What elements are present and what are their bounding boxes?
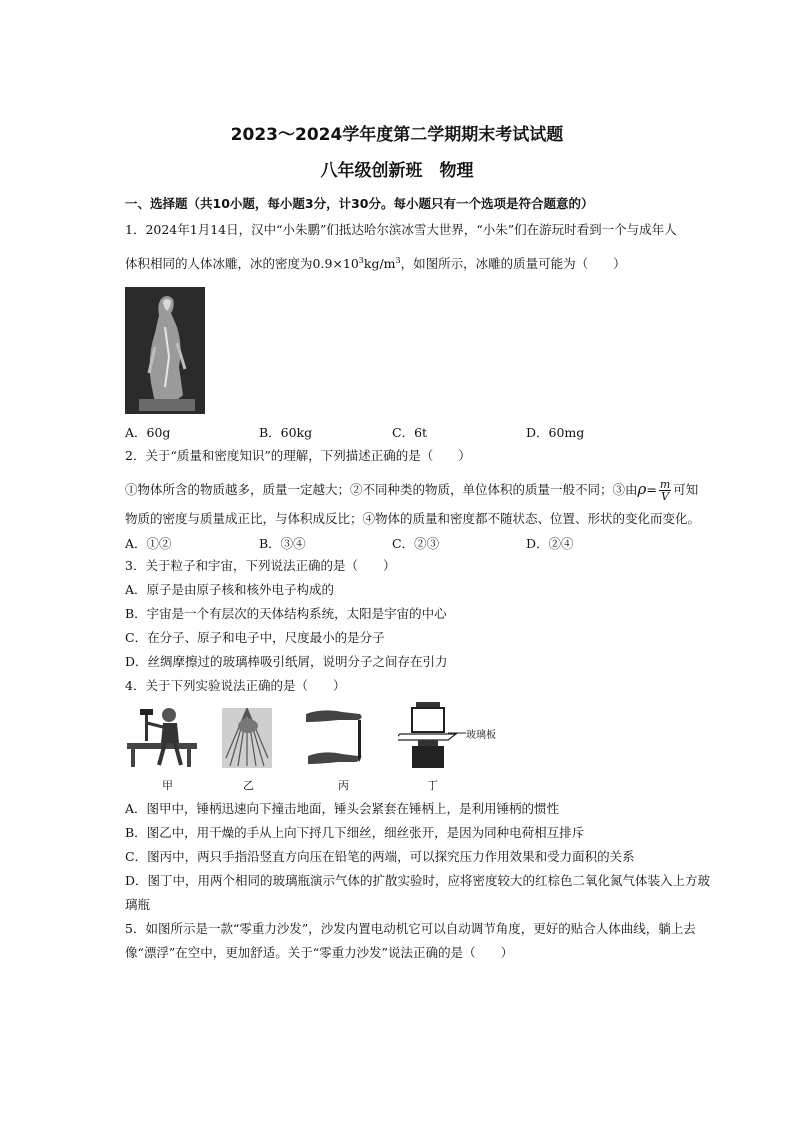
q5-stem-line1: 5．如图所示是一款“零重力沙发”，沙发内置电动机它可以自动调节角度，更好的贴合人体曲线，躺上去 bbox=[125, 921, 696, 936]
q2-stem-line1: 2．关于“质量和密度知识”的理解，下列描述正确的是（ ） bbox=[125, 448, 471, 463]
density-unit: kg/m bbox=[363, 256, 396, 272]
q1-stem-tail: ，如图所示，冰雕的质量可能为（ ） bbox=[400, 256, 626, 272]
q2-stem-tail: 可知 bbox=[673, 482, 699, 497]
q2-option-a[interactable]: A．①② bbox=[125, 536, 172, 551]
q1-stem-line2 bbox=[125, 253, 794, 272]
q1-option-b[interactable]: B．60kg bbox=[259, 425, 313, 440]
q2-stem-line2 bbox=[125, 478, 794, 502]
q1-stem-line1: 1．2024年1月14日，汉中“小朱鹏”们抵达哈尔滨冰雪大世界，“小朱”们在游玩时看到一个与成年人 bbox=[125, 222, 677, 237]
q3-stem: 3．关于粒子和宇宙，下列说法正确的是（ ） bbox=[125, 558, 396, 573]
section-heading: 一、选择题（共10小题，每小题3分，计30分。每小题只有一个选项是符合题意的） bbox=[125, 196, 594, 211]
q3-option-b[interactable]: B．宇宙是一个有层次的天体结构系统，太阳是宇宙的中心 bbox=[125, 606, 447, 621]
caption-ding: 丁 bbox=[427, 779, 438, 792]
q2-option-d[interactable]: D．②④ bbox=[526, 536, 574, 551]
figure-bing-pencil bbox=[302, 706, 378, 770]
q4-option-c[interactable]: C．图丙中，两只手指沿竖直方向压在铅笔的两端，可以探究压力作用效果和受力面积的关系 bbox=[125, 849, 635, 864]
ice-density-value bbox=[313, 256, 401, 271]
density-symbol: ρ bbox=[637, 480, 647, 498]
density-unit-exponent: 3 bbox=[395, 256, 401, 265]
q4-option-b[interactable]: B．图乙中，用干燥的手从上向下捋几下细丝，细丝张开，是因为同种电荷相互排斥 bbox=[125, 825, 585, 840]
q4-option-d[interactable]: D．图丁中，用两个相同的玻璃瓶演示气体的扩散实验时，应将密度较大的红棕色二氧化氮气体装入上方玻 bbox=[125, 873, 711, 888]
q5-stem-line2: 像“漂浮”在空中，更加舒适。关于“零重力沙发”说法正确的是（ ） bbox=[125, 945, 514, 960]
density-formula-fraction bbox=[659, 479, 671, 502]
q3-option-d[interactable]: D．丝绸摩擦过的玻璃棒吸引纸屑，说明分子之间存在引力 bbox=[125, 654, 448, 669]
density-mantissa: 0.9×10 bbox=[312, 256, 359, 272]
caption-bing: 丙 bbox=[338, 779, 349, 792]
q1-stem-text: 体积相同的人体冰雕，冰的密度为 bbox=[125, 256, 313, 272]
density-exponent: 3 bbox=[358, 256, 364, 265]
figure-jia-hammer bbox=[125, 705, 205, 771]
q4-option-d-cont: 璃瓶 bbox=[125, 897, 151, 912]
caption-jia: 甲 bbox=[162, 779, 173, 792]
q2-option-c[interactable]: C．②③ bbox=[392, 536, 440, 551]
caption-yi: 乙 bbox=[243, 779, 254, 792]
q4-stem: 4．关于下列实验说法正确的是（ ） bbox=[125, 678, 346, 693]
exam-title: 2023～2024学年度第二学期期末考试试题 bbox=[230, 125, 564, 145]
equals-sign: = bbox=[646, 482, 657, 497]
q1-option-d[interactable]: D．60mg bbox=[526, 425, 585, 440]
q2-stem-text: ①物体所含的物质越多，质量一定越大；②不同种类的物质，单位体积的质量一般不同；③由 bbox=[125, 482, 638, 497]
glass-plate-pointer bbox=[448, 729, 466, 737]
q2-stem-line3: 物质的密度与质量成正比，与体积成反比；④物体的质量和密度都不随状态、位置、形状的变化而变化。 bbox=[125, 511, 701, 526]
q2-option-b[interactable]: B．③④ bbox=[259, 536, 306, 551]
q3-option-a[interactable]: A．原子是由原子核和核外电子构成的 bbox=[125, 582, 335, 597]
figure-yi-fibers bbox=[222, 708, 272, 768]
ice-sculpture-image bbox=[125, 287, 205, 414]
formula-denominator: V bbox=[661, 490, 670, 502]
glass-plate-label: 玻璃板 bbox=[466, 730, 496, 741]
q3-option-c[interactable]: C．在分子、原子和电子中，尺度最小的是分子 bbox=[125, 630, 385, 645]
formula-numerator: m bbox=[659, 478, 671, 491]
exam-subtitle: 八年级创新班 物理 bbox=[320, 161, 474, 181]
q4-option-a[interactable]: A．图甲中，锤柄迅速向下撞击地面，锤头会紧套在锤柄上，是利用锤柄的惯性 bbox=[125, 801, 560, 816]
q1-option-c[interactable]: C．6t bbox=[392, 425, 428, 440]
q1-option-a[interactable]: A．60g bbox=[125, 425, 171, 440]
